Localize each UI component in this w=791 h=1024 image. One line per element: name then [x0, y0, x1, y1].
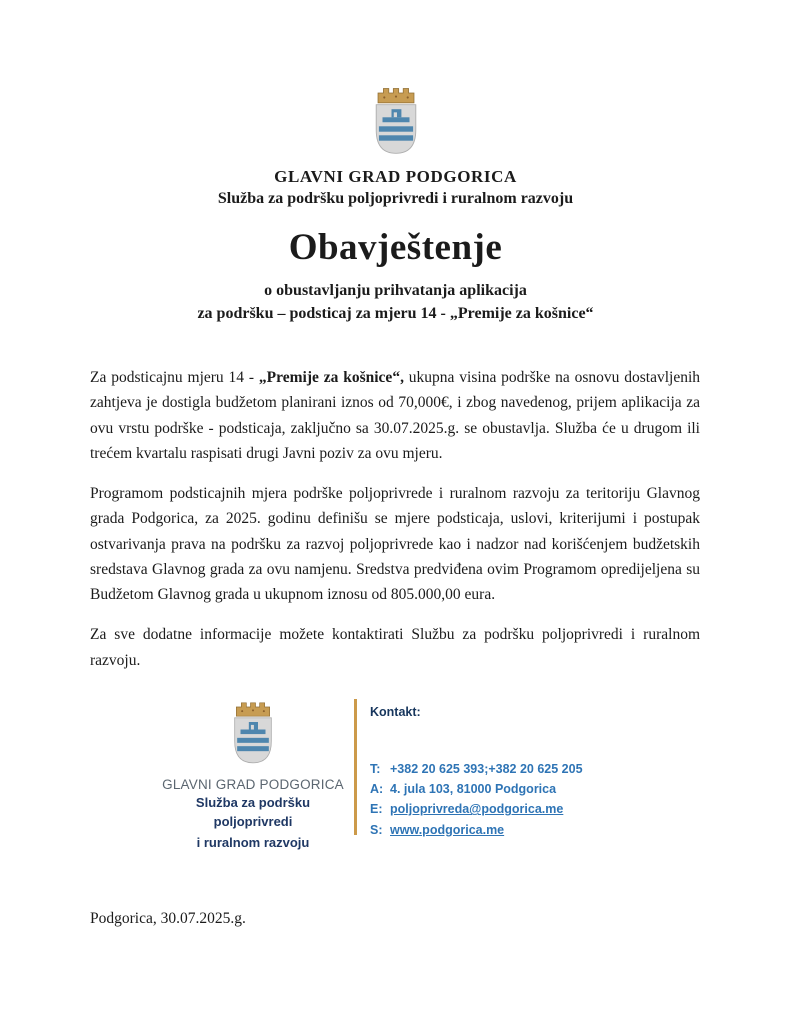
- p1-text-after: ukupna visina podrške na osnovu dostavljenih zahtjeva je dostigla budžetom planirani iznos od 70,000€, i zbog navedenog, prijem aplikacija za ovu vrstu podrške - podsticaja, zaključno sa 30.07.2025.g. se obustavlja. Služba će u drugom ili trećem kvartalu raspisati drugi Javni poziv za ovu mjeru.: [90, 369, 701, 462]
- website-link[interactable]: www.podgorica.me: [390, 822, 505, 837]
- footer-identity: [162, 699, 344, 853]
- kontakt-label: Kontakt:: [370, 704, 421, 719]
- footer-dept-line2: i ruralnom razvoju: [196, 834, 310, 850]
- notice-body: [90, 365, 700, 673]
- dateline: Podgorica, 30.07.2025.g.: [90, 910, 246, 928]
- institution-name: GLAVNI GRAD PODGORICA: [274, 167, 517, 186]
- notice-title: Obavještenje: [288, 227, 503, 268]
- email-row: [370, 799, 583, 819]
- address-row: [370, 779, 583, 799]
- email-label: E:: [370, 802, 383, 817]
- paragraph-contact-info: Za sve dodatne informacije možete kontaktirati Službu za podršku poljoprivredi i ruralnom razvoju.: [90, 626, 700, 669]
- p1-text-before: Za podsticajnu mjeru 14 -: [90, 369, 259, 386]
- phone-row: [370, 759, 583, 779]
- contact-lines: [370, 759, 583, 840]
- p1-measure-name-bold: „Premije za košnice“,: [258, 369, 404, 386]
- phone-label: T:: [370, 761, 381, 776]
- website-row: [370, 820, 583, 840]
- website-label: S:: [370, 822, 383, 837]
- email-link[interactable]: poljoprivreda@podgorica.me: [390, 802, 564, 817]
- department-name: Služba za podršku poljoprivredi i ruralnom razvoju: [217, 190, 574, 207]
- notice-subtitle-line1: o obustavljanju prihvatanja aplikacija: [264, 282, 527, 299]
- document-header: [0, 0, 791, 208]
- footer-contact: [357, 699, 583, 840]
- footer-org-name: GLAVNI GRAD PODGORICA: [162, 776, 344, 792]
- paragraph-measure-suspension: [90, 365, 700, 466]
- footer-block: [162, 699, 791, 853]
- address-label: A:: [370, 782, 384, 796]
- notice-subtitle-line2: za podršku – podsticaj za mjeru 14 - „Premije za košnice“: [197, 305, 594, 322]
- coat-of-arms-icon: [228, 699, 278, 765]
- footer-dept-line1: Služba za podršku poljoprivredi: [195, 794, 311, 830]
- address-value: 4. jula 103, 81000 Podgorica: [390, 782, 557, 796]
- phone-numbers: +382 20 625 393;+382 20 625 205: [390, 761, 583, 776]
- paragraph-program-budget: Programom podsticajnih mjera podrške poljoprivrede i ruralnom razvoju za teritoriju Glavnog grada Podgorica, za 2025. godinu definišu se mjere podsticaja, uslovi, kriterijumi i postupak ostvarivanja prava na podršku za razvoj poljoprivrede kao i nadzor nad korišćenjem budžetskih sredstava Glavnog grada za ovu namjenu. Sredstva predviđena ovim Programom opredijeljena su Budžetom Glavnog grada u ukupnom iznosu od 805.000,00 eura.: [90, 485, 700, 603]
- coat-of-arms-icon: [369, 84, 423, 156]
